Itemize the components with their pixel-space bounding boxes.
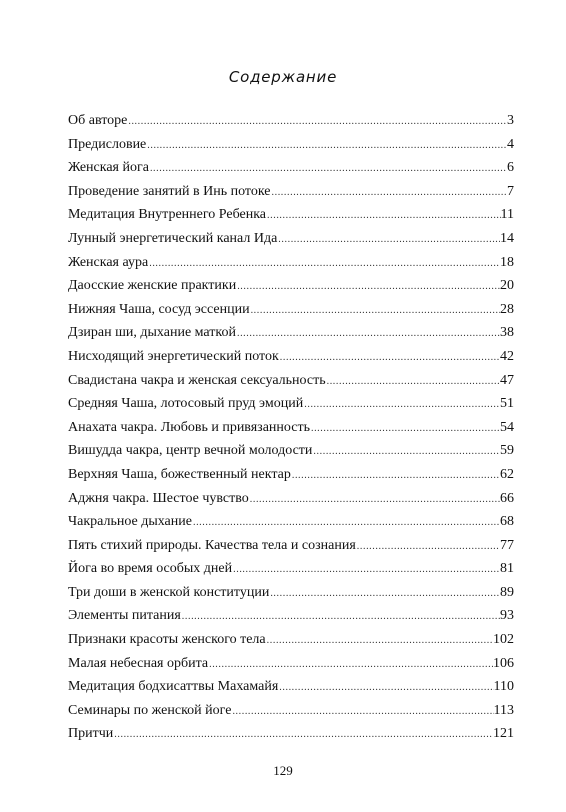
toc-entry-page-number: 81	[500, 561, 514, 577]
toc-entry-page-number: 42	[500, 348, 514, 364]
toc-entry-page-number: 51	[500, 396, 514, 412]
toc-entry-title: Аджня чакра. Шестое чувство	[68, 490, 249, 506]
toc-entry	[68, 416, 514, 440]
toc-entry-title: Проведение занятий в Инь потоке	[68, 183, 271, 199]
toc-entry-page-number: 4	[507, 136, 514, 152]
toc-entry-title: Нижняя Чаша, сосуд эссенции	[68, 301, 250, 317]
toc-entry-page-number: 47	[500, 372, 514, 388]
page-title: Содержание	[228, 68, 338, 87]
toc-entry-title: Об авторе	[68, 113, 128, 128]
toc-entry-title: Дзиран ши, дыхание маткой	[68, 325, 236, 341]
dot-leader	[326, 370, 500, 394]
toc-entry-title: Медитация бодхисаттвы Махамайя	[68, 679, 279, 695]
dot-leader	[127, 110, 507, 134]
toc-entry	[68, 109, 514, 133]
toc-entry	[68, 628, 514, 652]
dot-leader	[113, 723, 493, 747]
toc-entry-title: Свадистана чакра и женская сексуальность	[68, 372, 326, 388]
toc-entry-page-number: 62	[500, 466, 514, 482]
dot-leader	[310, 417, 500, 441]
toc-entry-page-number: 59	[500, 443, 514, 459]
dot-leader	[181, 605, 500, 629]
toc-entry-page-number: 14	[500, 230, 514, 246]
toc-entry	[68, 652, 514, 676]
toc-entry-page-number: 102	[493, 632, 514, 648]
dot-leader	[249, 488, 500, 512]
toc-entry	[68, 557, 514, 581]
toc-entry-title: Нисходящий энергетический поток	[68, 348, 279, 364]
toc-entry	[68, 321, 514, 345]
toc-entry-page-number: 66	[500, 490, 514, 506]
toc-entry	[68, 345, 514, 369]
toc-entry-title: Анахата чакра. Любовь и привязанность	[68, 419, 310, 435]
dot-leader	[291, 464, 500, 488]
toc-entry	[68, 463, 514, 487]
toc-entry-page-number: 113	[493, 702, 514, 718]
toc-entry	[68, 133, 514, 157]
toc-entry-page-number: 11	[500, 207, 514, 223]
toc-entry	[68, 298, 514, 322]
toc-entry-title: Притчи	[68, 726, 114, 742]
dot-leader	[236, 275, 500, 299]
dot-leader	[232, 558, 500, 582]
toc-entry-page-number: 68	[500, 514, 514, 530]
toc-entry	[68, 581, 514, 605]
toc-entry-title: Малая небесная орбита	[68, 655, 209, 671]
toc-entry-page-number: 7	[507, 183, 514, 199]
toc-entry-page-number: 106	[493, 655, 514, 671]
toc-entry-title: Три доши в женской конституции	[68, 584, 270, 600]
toc-entry-page-number: 20	[500, 278, 514, 294]
dot-leader	[266, 204, 500, 228]
dot-leader	[236, 322, 500, 346]
dot-leader	[269, 582, 500, 606]
toc-entry-page-number: 38	[500, 325, 514, 341]
toc-entry-page-number: 6	[507, 160, 514, 176]
toc-entry	[68, 180, 514, 204]
toc-entry-title: Женская аура	[68, 254, 149, 270]
toc-entry	[68, 392, 514, 416]
toc-entry-page-number: 28	[500, 301, 514, 317]
toc-entry-title: Вишудда чакра, центр вечной молодости	[68, 443, 313, 459]
toc-entry	[68, 227, 514, 251]
toc-entry-title: Признаки красоты женского тела	[68, 632, 266, 648]
dot-leader	[250, 299, 500, 323]
toc-entry-title: Пять стихий природы. Качества тела и сознания	[68, 537, 356, 553]
toc-entry-title: Средняя Чаша, лотосовый пруд эмоций	[68, 396, 304, 412]
toc-entry	[68, 156, 514, 180]
dot-leader	[303, 393, 500, 417]
toc-entry-title: Медитация Внутреннего Ребенка	[68, 207, 267, 223]
toc-entry	[68, 439, 514, 463]
dot-leader	[312, 440, 500, 464]
toc-entry-page-number: 77	[500, 537, 514, 553]
toc-entry	[68, 510, 514, 534]
toc-entry-title: Элементы питания	[68, 608, 181, 624]
toc-entry-page-number: 110	[493, 679, 514, 695]
toc-entry-title: Даосские женские практики	[68, 278, 237, 294]
dot-leader	[266, 629, 493, 653]
dot-leader	[192, 511, 500, 535]
dot-leader	[277, 228, 500, 252]
toc-entry-title: Предисловие	[68, 136, 147, 152]
toc-entry-page-number: 93	[500, 608, 514, 624]
table-of-contents	[68, 109, 514, 746]
dot-leader	[149, 157, 507, 181]
toc-entry-page-number: 18	[500, 254, 514, 270]
dot-leader	[356, 535, 500, 559]
toc-entry-title: Семинары по женской йоге	[68, 702, 232, 718]
toc-entry	[68, 251, 514, 275]
toc-entry-page-number: 121	[493, 726, 514, 742]
dot-leader	[279, 346, 500, 370]
toc-entry-page-number: 89	[500, 584, 514, 600]
dot-leader	[278, 676, 493, 700]
toc-entry	[68, 487, 514, 511]
dot-leader	[146, 134, 507, 158]
toc-entry-title: Верхняя Чаша, божественный нектар	[68, 466, 291, 482]
toc-entry-title: Чакральное дыхание	[68, 514, 192, 530]
page-number: 129	[273, 763, 293, 778]
toc-entry	[68, 699, 514, 723]
toc-entry-title: Лунный энергетический канал Ида	[68, 230, 278, 246]
toc-entry-page-number: 54	[500, 419, 514, 435]
toc-entry	[68, 534, 514, 558]
dot-leader	[208, 653, 493, 677]
dot-leader	[271, 181, 508, 205]
dot-leader	[148, 252, 500, 276]
toc-entry	[68, 203, 514, 227]
toc-entry-title: Женская йога	[68, 160, 149, 176]
toc-entry	[68, 604, 514, 628]
toc-entry	[68, 369, 514, 393]
toc-entry	[68, 722, 514, 746]
toc-entry	[68, 675, 514, 699]
toc-entry-title: Йога во время особых дней	[68, 561, 233, 577]
toc-entry-page-number: 3	[507, 113, 514, 128]
toc-entry	[68, 274, 514, 298]
dot-leader	[231, 700, 493, 724]
